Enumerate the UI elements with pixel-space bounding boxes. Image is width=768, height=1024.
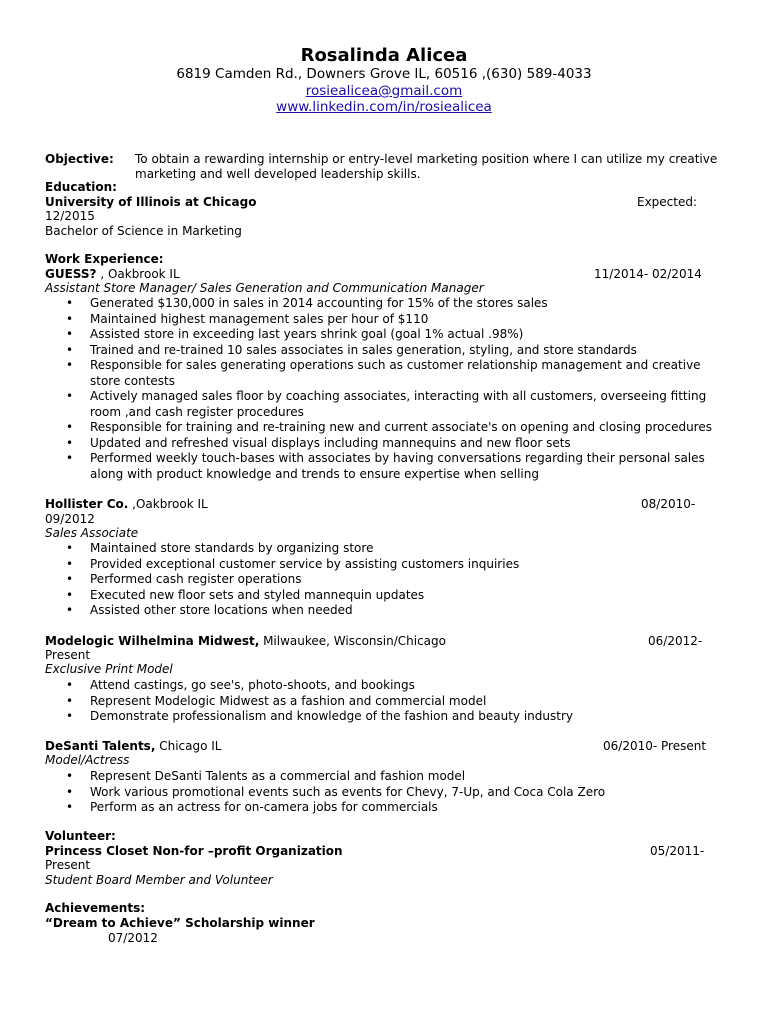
bullet-text: room ,and cash register procedures: [90, 404, 304, 419]
bullet-item: [66, 557, 519, 573]
bullet-text: store contests: [90, 373, 176, 388]
bullet-text: Performed cash register operations: [90, 572, 302, 586]
modelogic-location: Milwaukee, Wisconsin/Chicago: [259, 634, 446, 648]
contact-email-row: [0, 85, 768, 99]
bullet-icon: •: [66, 784, 74, 799]
email-link[interactable]: rosiealicea@gmail.com: [305, 83, 463, 99]
bullet-item: [66, 389, 712, 420]
bullet-item: [66, 785, 605, 801]
bullet-icon: •: [66, 709, 74, 723]
volunteer-label: Volunteer:: [45, 829, 116, 843]
hollister-heading: [45, 498, 208, 510]
bullet-icon: •: [66, 678, 74, 692]
volunteer-org: Princess Closet Non-for –profit Organization: [45, 844, 343, 858]
education-label: Education:: [45, 180, 117, 194]
bullet-text: Perform as an actress for on-camera jobs for commercials: [90, 800, 438, 814]
bullet-icon: •: [66, 389, 74, 403]
objective-line-1: To obtain a rewarding internship or entry-level marketing position where I can utilize my creative: [135, 152, 718, 166]
desanti-company: DeSanti Talents,: [45, 739, 156, 753]
modelogic-bullets: [66, 678, 573, 725]
bullet-text: Performed weekly touch-bases with associates by having conversations regarding their personal sales: [90, 451, 705, 465]
bullet-text: Responsible for sales generating operations such as customer relationship management and creative: [90, 358, 701, 372]
guess-company: GUESS?: [45, 267, 97, 281]
desanti-heading: [45, 740, 221, 752]
hollister-dates-end: 09/2012: [45, 512, 95, 526]
education-school: University of Illinois at Chicago: [45, 195, 257, 209]
linkedin-link[interactable]: www.linkedin.com/in/rosiealicea: [276, 99, 492, 115]
work-experience-label: Work Experience:: [45, 252, 164, 266]
education-degree: Bachelor of Science in Marketing: [45, 224, 242, 238]
desanti-dates: 06/2010- Present: [603, 739, 707, 753]
bullet-item: [66, 678, 573, 694]
volunteer-role: Student Board Member and Volunteer: [45, 873, 273, 887]
desanti-location: Chicago IL: [155, 739, 222, 753]
hollister-company: Hollister Co.: [45, 497, 129, 511]
bullet-item: [66, 588, 519, 604]
bullet-text: Updated and refreshed visual displays including mannequins and new floor sets: [90, 435, 571, 450]
resume-name: Rosalinda Alicea: [300, 45, 468, 66]
bullet-item: [66, 327, 712, 343]
bullet-text: Attend castings, go see's, photo-shoots, and bookings: [90, 678, 415, 692]
objective-label: Objective:: [45, 152, 114, 166]
bullet-text: Executed new floor sets and styled mannequin updates: [90, 587, 425, 602]
bullet-item: [66, 800, 605, 816]
bullet-icon: •: [66, 358, 74, 372]
guess-bullets: [66, 296, 712, 482]
bullet-icon: •: [66, 420, 74, 434]
bullet-icon: •: [66, 327, 74, 341]
bullet-text: along with product knowledge and trends to ensure expertise when selling: [90, 466, 539, 481]
bullet-text: Assisted store in exceeding last years shrink goal (goal 1% actual .98%): [90, 327, 524, 341]
guess-title: Assistant Store Manager/ Sales Generation and Communication Manager: [45, 281, 484, 295]
bullet-text: Demonstrate professionalism and knowledge of the fashion and beauty industry: [90, 709, 573, 723]
bullet-text: Assisted other store locations when needed: [90, 603, 353, 617]
achievement-award: “Dream to Achieve” Scholarship winner: [45, 916, 315, 930]
contact-address: 6819 Camden Rd., Downers Grove IL, 60516 ,(630) 589-4033: [176, 66, 592, 82]
bullet-text: Maintained highest management sales per hour of $110: [90, 311, 429, 326]
modelogic-company: Modelogic Wilhelmina Midwest,: [45, 634, 260, 648]
modelogic-heading: [45, 635, 446, 647]
bullet-item: [66, 694, 573, 710]
bullet-item: [66, 572, 519, 588]
education-date: 12/2015: [45, 209, 95, 223]
desanti-title: Model/Actress: [45, 753, 130, 767]
modelogic-dates-start: 06/2012-: [648, 634, 703, 648]
bullet-icon: •: [66, 800, 74, 814]
hollister-title: Sales Associate: [45, 526, 139, 540]
bullet-icon: •: [66, 311, 74, 326]
hollister-bullets: [66, 541, 519, 619]
bullet-text: Work various promotional events such as events for Chevy, 7-Up, and Coca Cola Zero: [90, 784, 606, 799]
modelogic-dates-end: Present: [45, 648, 91, 662]
volunteer-dates-start: 05/2011-: [650, 844, 705, 858]
bullet-item: [66, 769, 605, 785]
bullet-item: [66, 451, 712, 482]
objective-line-2: marketing and well developed leadership skills.: [135, 167, 421, 181]
bullet-icon: •: [66, 342, 74, 357]
bullet-item: [66, 541, 519, 557]
bullet-item: [66, 603, 519, 619]
bullet-item: [66, 436, 712, 452]
bullet-icon: •: [66, 572, 74, 586]
bullet-icon: •: [66, 296, 74, 310]
modelogic-title: Exclusive Print Model: [45, 662, 173, 676]
bullet-icon: •: [66, 587, 74, 602]
bullet-icon: •: [66, 769, 74, 783]
guess-heading: [45, 268, 180, 280]
bullet-item: [66, 312, 712, 328]
bullet-item: [66, 709, 573, 725]
bullet-item: [66, 343, 712, 359]
hollister-dates-start: 08/2010-: [641, 497, 696, 511]
bullet-text: Represent DeSanti Talents as a commercial and fashion model: [90, 769, 466, 783]
bullet-icon: •: [66, 693, 74, 708]
bullet-item: [66, 420, 712, 436]
bullet-text: Maintained store standards by organizing store: [90, 541, 374, 555]
desanti-bullets: [66, 769, 605, 816]
bullet-item: [66, 296, 712, 312]
contact-linkedin-row: [0, 101, 768, 115]
guess-location: , Oakbrook IL: [96, 267, 180, 281]
bullet-icon: •: [66, 556, 74, 571]
bullet-text: Provided exceptional customer service by assisting customers inquiries: [90, 556, 520, 571]
achievement-date: 07/2012: [108, 931, 158, 945]
bullet-text: Represent Modelogic Midwest as a fashion and commercial model: [90, 693, 487, 708]
bullet-text: Actively managed sales floor by coaching associates, interacting with all customers, overseeing fitting: [90, 389, 707, 403]
achievements-label: Achievements:: [45, 901, 146, 915]
hollister-location: ,Oakbrook IL: [128, 497, 208, 511]
bullet-icon: •: [66, 541, 74, 555]
bullet-text: Trained and re-trained 10 sales associates in sales generation, styling, and store standards: [90, 342, 637, 357]
education-expected: Expected:: [637, 195, 698, 209]
bullet-icon: •: [66, 435, 74, 450]
bullet-icon: •: [66, 603, 74, 617]
guess-dates: 11/2014- 02/2014: [594, 267, 702, 281]
bullet-text: Responsible for training and re-training new and current associate's on opening and closing procedures: [90, 420, 712, 434]
bullet-item: [66, 358, 712, 389]
volunteer-dates-end: Present: [45, 858, 91, 872]
bullet-text: Generated $130,000 in sales in 2014 accounting for 15% of the stores sales: [90, 296, 548, 310]
bullet-icon: •: [66, 451, 74, 465]
